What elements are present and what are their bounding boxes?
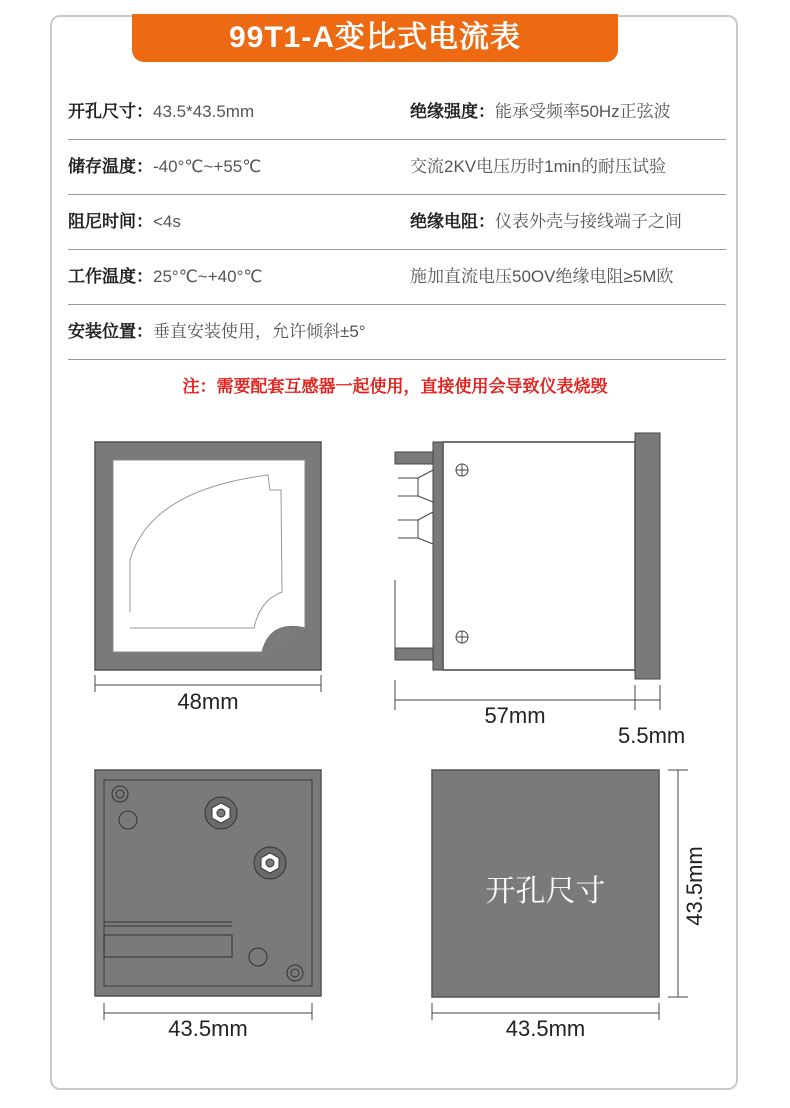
bezel-thickness-label: 5.5mm bbox=[618, 723, 686, 748]
spec-label: 开孔尺寸： bbox=[68, 102, 153, 121]
rear-view-drawing bbox=[95, 770, 321, 996]
spec-value: 能承受频率50Hz正弦波 bbox=[495, 102, 671, 121]
spec-value: 交流2KV电压历时1min的耐压试验 bbox=[410, 157, 666, 176]
cutout-size-label: 开孔尺寸 bbox=[485, 875, 606, 908]
side-depth-label: 57mm bbox=[484, 703, 546, 728]
side-view-drawing bbox=[395, 433, 660, 679]
front-view-drawing bbox=[95, 442, 321, 670]
spec-value: 仪表外壳与接线端子之间 bbox=[495, 212, 682, 231]
spec-value: -40°℃~+55℃ bbox=[153, 157, 262, 176]
front-width-label: 48mm bbox=[177, 689, 239, 714]
spec-label: 储存温度： bbox=[68, 157, 153, 176]
spec-value: 25°℃~+40°℃ bbox=[153, 267, 263, 286]
spec-value: 垂直安装使用，允许倾斜±5° bbox=[153, 322, 366, 341]
spec-label: 阻尼时间： bbox=[68, 212, 153, 231]
spec-label: 绝缘强度： bbox=[410, 102, 495, 121]
cutout-height-label: 43.5mm bbox=[682, 846, 707, 926]
cutout-width-label: 43.5mm bbox=[505, 1016, 586, 1041]
spec-label: 工作温度： bbox=[68, 267, 153, 286]
spec-label: 绝缘电阻： bbox=[410, 212, 495, 231]
product-title: 99T1-A变比式电流表 bbox=[132, 14, 618, 62]
spec-value: 43.5*43.5mm bbox=[153, 102, 255, 121]
rear-width-label: 43.5mm bbox=[168, 1016, 248, 1041]
spec-label: 安装位置： bbox=[68, 322, 153, 341]
spec-value: 施加直流电压50OV绝缘电阻≥5M欧 bbox=[410, 267, 674, 286]
spec-value: <4s bbox=[153, 212, 181, 231]
warning-note: 注：需要配套互感器一起使用，直接使用会导致仪表烧毁 bbox=[182, 377, 608, 396]
